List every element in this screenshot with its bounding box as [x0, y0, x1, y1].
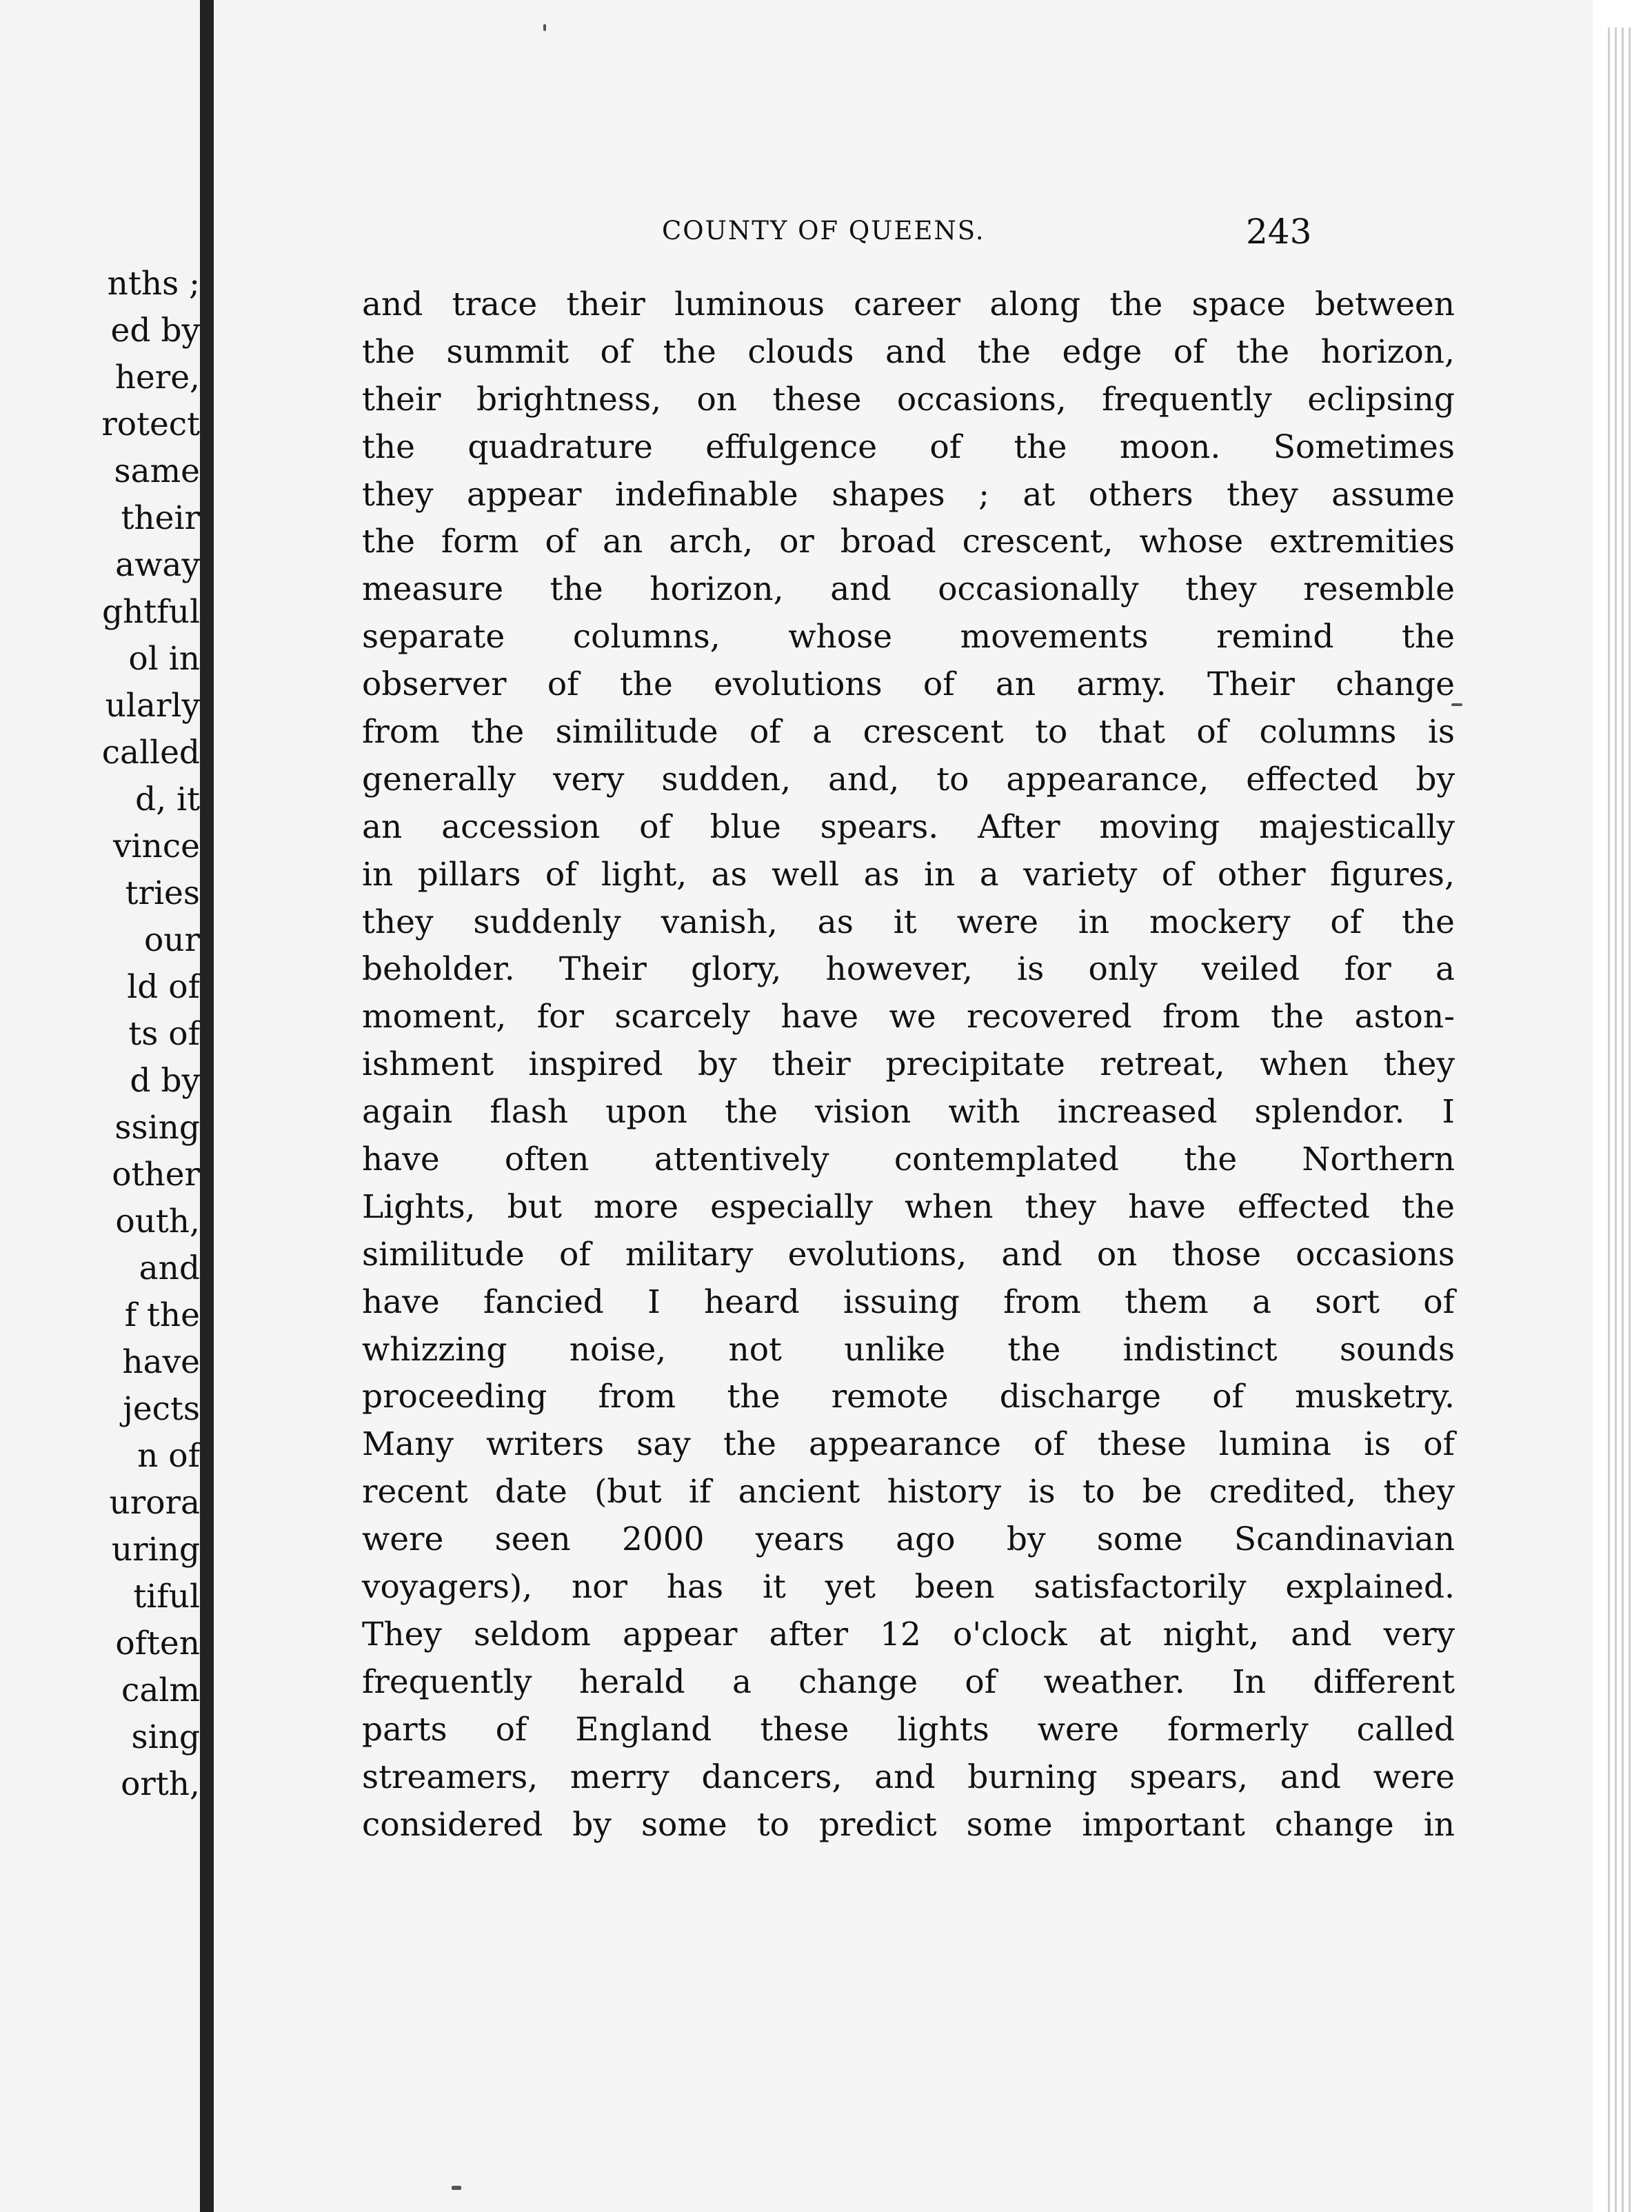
- left-page-line: often: [115, 1625, 200, 1662]
- left-page-line: sing: [131, 1718, 200, 1756]
- text-line: streamers, merry dancers, and burning spears, and were: [362, 1758, 1455, 1796]
- left-page-line: f the: [124, 1296, 200, 1334]
- text-line: measure the horizon, and occasionally they resemble: [362, 570, 1455, 609]
- left-page-line: ld of: [127, 968, 200, 1006]
- left-page-line: have: [122, 1343, 200, 1381]
- text-line: parts of England these lights were formerly called: [362, 1710, 1455, 1749]
- left-page-line: away: [115, 546, 200, 584]
- text-line: generally very sudden, and, to appearance, effected by: [362, 760, 1455, 798]
- left-page-line: urora: [109, 1484, 200, 1522]
- page-header: [214, 203, 1593, 252]
- left-page-line: uring: [111, 1531, 200, 1569]
- left-page-line: ts of: [128, 1015, 200, 1053]
- text-line: Many writers say the appearance of these lumina is of: [362, 1425, 1455, 1464]
- text-line: the form of an arch, or broad crescent, whose extremities: [362, 523, 1455, 561]
- left-page-line: their: [121, 499, 200, 537]
- text-line: recent date (but if ancient history is to be credited, they: [362, 1473, 1455, 1511]
- left-page-line: tiful: [133, 1578, 200, 1616]
- scan-speck: [452, 2186, 461, 2190]
- left-page-line: same: [114, 452, 200, 490]
- text-line: and trace their luminous career along the space between: [362, 285, 1455, 323]
- left-page-line: our: [143, 921, 200, 959]
- text-line: ishment inspired by their precipitate retreat, when they: [362, 1045, 1455, 1084]
- left-page-line: jects: [123, 1390, 200, 1428]
- left-page-line: other: [112, 1156, 200, 1194]
- text-line: from the similitude of a crescent to that of columns is: [362, 713, 1455, 752]
- scan-speck: [543, 24, 546, 31]
- scan-speck: [1451, 703, 1462, 706]
- text-line: they suddenly vanish, as it were in mockery of the: [362, 903, 1455, 941]
- text-line: beholder. Their glory, however, is only veiled for a: [362, 950, 1455, 989]
- text-line: were seen 2000 years ago by some Scandinavian: [362, 1520, 1455, 1559]
- text-line: their brightness, on these occasions, frequently eclipsing: [362, 380, 1455, 419]
- text-line: have often attentively contemplated the Northern: [362, 1140, 1455, 1179]
- left-page-line: ol in: [128, 640, 200, 678]
- text-line: moment, for scarcely have we recovered from the aston-: [362, 998, 1455, 1036]
- text-line: proceeding from the remote discharge of musketry.: [362, 1378, 1455, 1416]
- text-line: voyagers), nor has it yet been satisfactorily explained.: [362, 1568, 1455, 1607]
- left-page-line: rotect: [101, 405, 200, 443]
- text-line: separate columns, whose movements remind the: [362, 618, 1455, 656]
- page-edge-line: [1622, 28, 1624, 2212]
- left-page-line: ed by: [110, 312, 200, 350]
- left-page-line: vince: [113, 827, 200, 865]
- text-line: similitude of military evolutions, and on those occasions: [362, 1235, 1455, 1274]
- page-edge-line: [1615, 28, 1617, 2212]
- left-page-line: outh,: [115, 1203, 200, 1240]
- page-edge-stack: [1593, 0, 1652, 2212]
- text-line: the quadrature effulgence of the moon. Sometimes: [362, 428, 1455, 466]
- running-head: COUNTY OF QUEENS.: [662, 216, 985, 245]
- text-line: Lights, but more especially when they have effected the: [362, 1187, 1455, 1226]
- left-page-line: called: [101, 734, 200, 772]
- left-page-line: d by: [130, 1062, 200, 1100]
- text-line: considered by some to predict some important change in: [362, 1805, 1455, 1844]
- left-page-line: d, it: [135, 781, 200, 818]
- page-edge-line: [1608, 28, 1610, 2212]
- text-line: again flash upon the vision with increased splendor. I: [362, 1093, 1455, 1132]
- text-line: observer of the evolutions of an army. Their change: [362, 665, 1455, 704]
- text-line: the summit of the clouds and the edge of the horizon,: [362, 332, 1455, 371]
- text-line: They seldom appear after 12 o'clock at night, and very: [362, 1615, 1455, 1653]
- text-line: they appear indefinable shapes ; at others they assume: [362, 475, 1455, 514]
- left-page-line: ghtful: [102, 593, 200, 631]
- text-line: whizzing noise, not unlike the indistinct sounds: [362, 1330, 1455, 1369]
- facing-page-left: [0, 0, 200, 2212]
- text-line: in pillars of light, as well as in a variety of other figures,: [362, 855, 1455, 894]
- text-line: frequently herald a change of weather. In different: [362, 1662, 1455, 1701]
- book-gutter: [200, 0, 214, 2212]
- left-page-line: orth,: [121, 1765, 200, 1803]
- left-page-line: ularly: [105, 687, 200, 725]
- text-line: have fancied I heard issuing from them a sort of: [362, 1283, 1455, 1321]
- left-page-line: tries: [125, 874, 200, 912]
- left-page-line: calm: [121, 1671, 200, 1709]
- text-line: an accession of blue spears. After moving majestically: [362, 807, 1455, 846]
- body-text: [362, 281, 1455, 1849]
- left-page-line: n of: [137, 1437, 200, 1475]
- page-243: [214, 0, 1593, 2212]
- left-page-line: here,: [114, 359, 200, 396]
- left-page-line: ssing: [114, 1109, 200, 1147]
- left-page-line: and: [139, 1249, 200, 1287]
- left-page-line: nths ;: [107, 265, 200, 303]
- page-edge-line: [1629, 28, 1631, 2212]
- page-number: 243: [1246, 212, 1312, 252]
